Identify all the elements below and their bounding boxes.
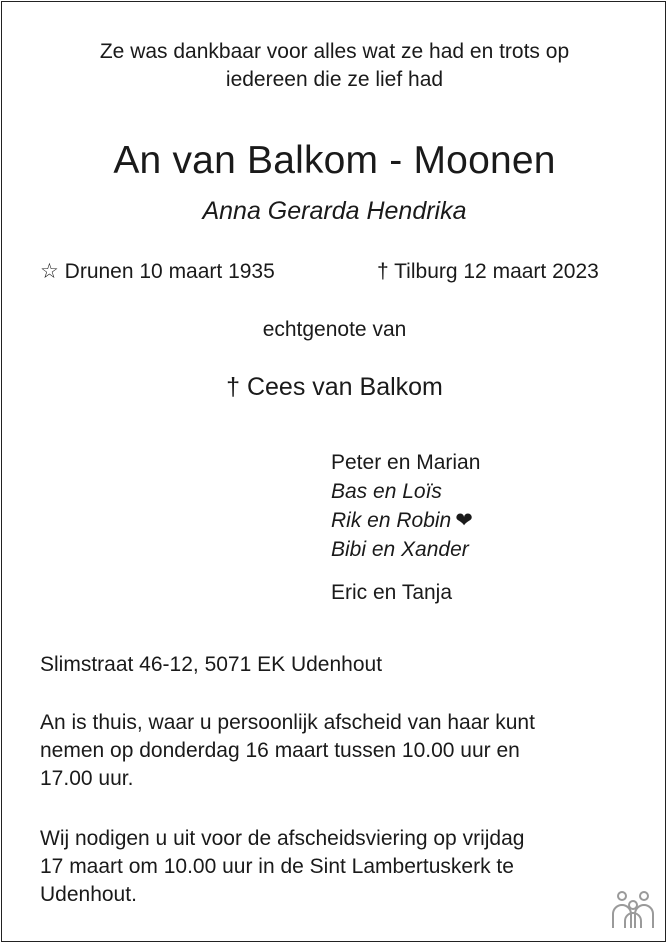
home-address: Slimstraat 46-12, 5071 EK Udenhout bbox=[40, 653, 383, 676]
family-grandchild-2-name: Rik en Robin bbox=[331, 509, 452, 532]
spouse-label: echtgenote van bbox=[262, 318, 407, 341]
motto-line-1: Ze was dankbaar voor alles wat ze had en trots op bbox=[99, 40, 570, 63]
service-line-2: 17 maart om 10.00 uur in de Sint Lambertuskerk te bbox=[40, 855, 514, 878]
family-list bbox=[331, 448, 480, 607]
spouse-name: † Cees van Balkom bbox=[226, 373, 443, 401]
visitation-line-3: 17.00 uur. bbox=[40, 767, 134, 790]
family-child-1: Peter en Marian bbox=[331, 451, 481, 474]
people-group-icon bbox=[608, 890, 658, 930]
service-line-1: Wij nodigen u uit voor de afscheidsviering op vrijdag bbox=[40, 827, 525, 850]
service-line-3: Udenhout. bbox=[40, 883, 137, 906]
death-info: † Tilburg 12 maart 2023 bbox=[377, 260, 599, 283]
visitation-line-2: nemen op donderdag 16 maart tussen 10.00 uur en bbox=[40, 739, 520, 762]
deceased-name: An van Balkom - Moonen bbox=[113, 139, 556, 182]
family-grandchild-3: Bibi en Xander bbox=[331, 538, 469, 561]
service-info bbox=[40, 825, 640, 909]
family-grandchild-1: Bas en Loïs bbox=[331, 480, 442, 503]
family-grandchild-2 bbox=[331, 506, 480, 535]
deceased-full-name: Anna Gerarda Hendrika bbox=[202, 197, 467, 225]
visitation-info bbox=[40, 709, 640, 793]
motto bbox=[0, 38, 669, 94]
birth-info: ☆ Drunen 10 maart 1935 bbox=[40, 260, 275, 283]
motto-line-2: iedereen die ze lief had bbox=[225, 68, 444, 91]
family-child-2: Eric en Tanja bbox=[331, 581, 453, 604]
visitation-line-1: An is thuis, waar u persoonlijk afscheid van haar kunt bbox=[40, 711, 535, 734]
heart-icon: ❤ bbox=[455, 509, 473, 532]
